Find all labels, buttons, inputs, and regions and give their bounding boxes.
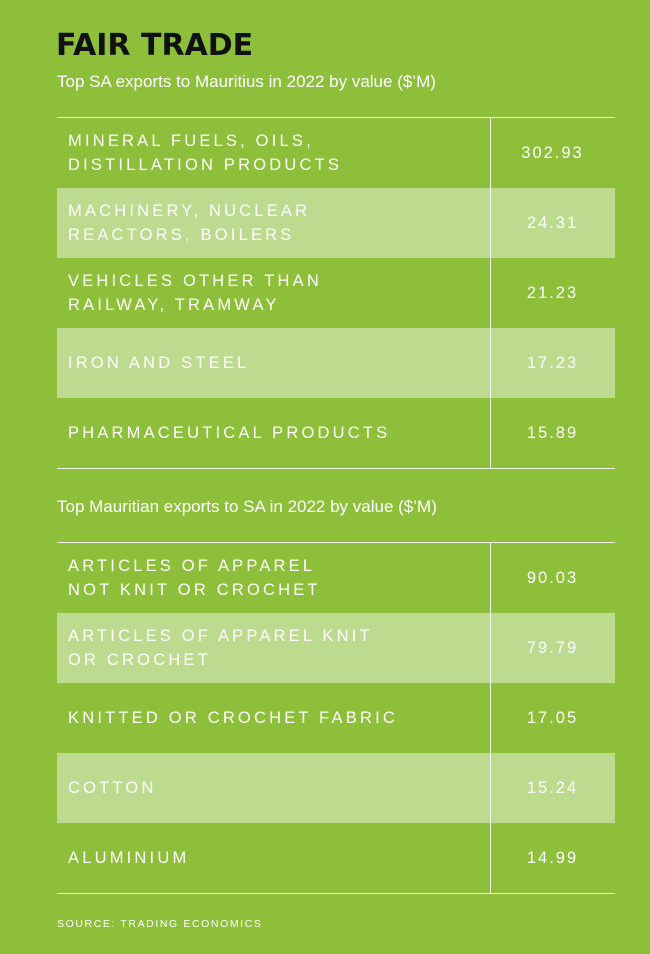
row-value: 21.23 — [526, 283, 579, 302]
row-value: 17.23 — [526, 353, 579, 372]
row-label: ALUMINIUM — [68, 849, 190, 867]
row-value: 14.99 — [526, 848, 579, 867]
column-divider — [490, 543, 491, 893]
row-label: ARTICLES OF APPAREL NOT KNIT OR CROCHET — [68, 557, 321, 599]
row-label: COTTON — [68, 779, 157, 797]
row-value: 15.89 — [526, 423, 579, 442]
source-note: SOURCE: TRADING ECONOMICS — [57, 918, 263, 930]
row-label: KNITTED OR CROCHET FABRIC — [68, 709, 398, 727]
table-row — [57, 398, 615, 468]
row-value: 90.03 — [526, 568, 579, 587]
row-label: IRON AND STEEL — [68, 354, 250, 372]
row-label: ARTICLES OF APPAREL KNIT OR CROCHET — [68, 627, 373, 669]
table-row — [57, 543, 615, 613]
row-value: 17.05 — [526, 708, 579, 727]
sa-exports-table — [57, 117, 615, 469]
row-value: 15.24 — [526, 778, 579, 797]
row-value: 79.79 — [526, 638, 579, 657]
row-label: PHARMACEUTICAL PRODUCTS — [68, 424, 391, 442]
table-2-title: Top Mauritian exports to SA in 2022 by value ($’M) — [57, 497, 437, 516]
table-row — [57, 118, 615, 188]
row-value: 302.93 — [521, 143, 584, 162]
table-row — [57, 613, 615, 683]
mauritian-exports-table — [57, 542, 615, 894]
table-row — [57, 328, 615, 398]
row-label: VEHICLES OTHER THAN RAILWAY, TRAMWAY — [68, 272, 322, 314]
page-title: FAIR TRADE — [56, 28, 254, 63]
table-1-title: Top SA exports to Mauritius in 2022 by value ($’M) — [57, 72, 436, 91]
column-divider — [490, 118, 491, 468]
table-row — [57, 683, 615, 753]
row-value: 24.31 — [526, 213, 579, 232]
table-row — [57, 753, 615, 823]
row-label: MINERAL FUELS, OILS, DISTILLATION PRODUCTS — [68, 132, 343, 174]
table-row — [57, 258, 615, 328]
table-row — [57, 188, 615, 258]
row-label: MACHINERY, NUCLEAR REACTORS, BOILERS — [68, 202, 311, 244]
table-row — [57, 823, 615, 893]
